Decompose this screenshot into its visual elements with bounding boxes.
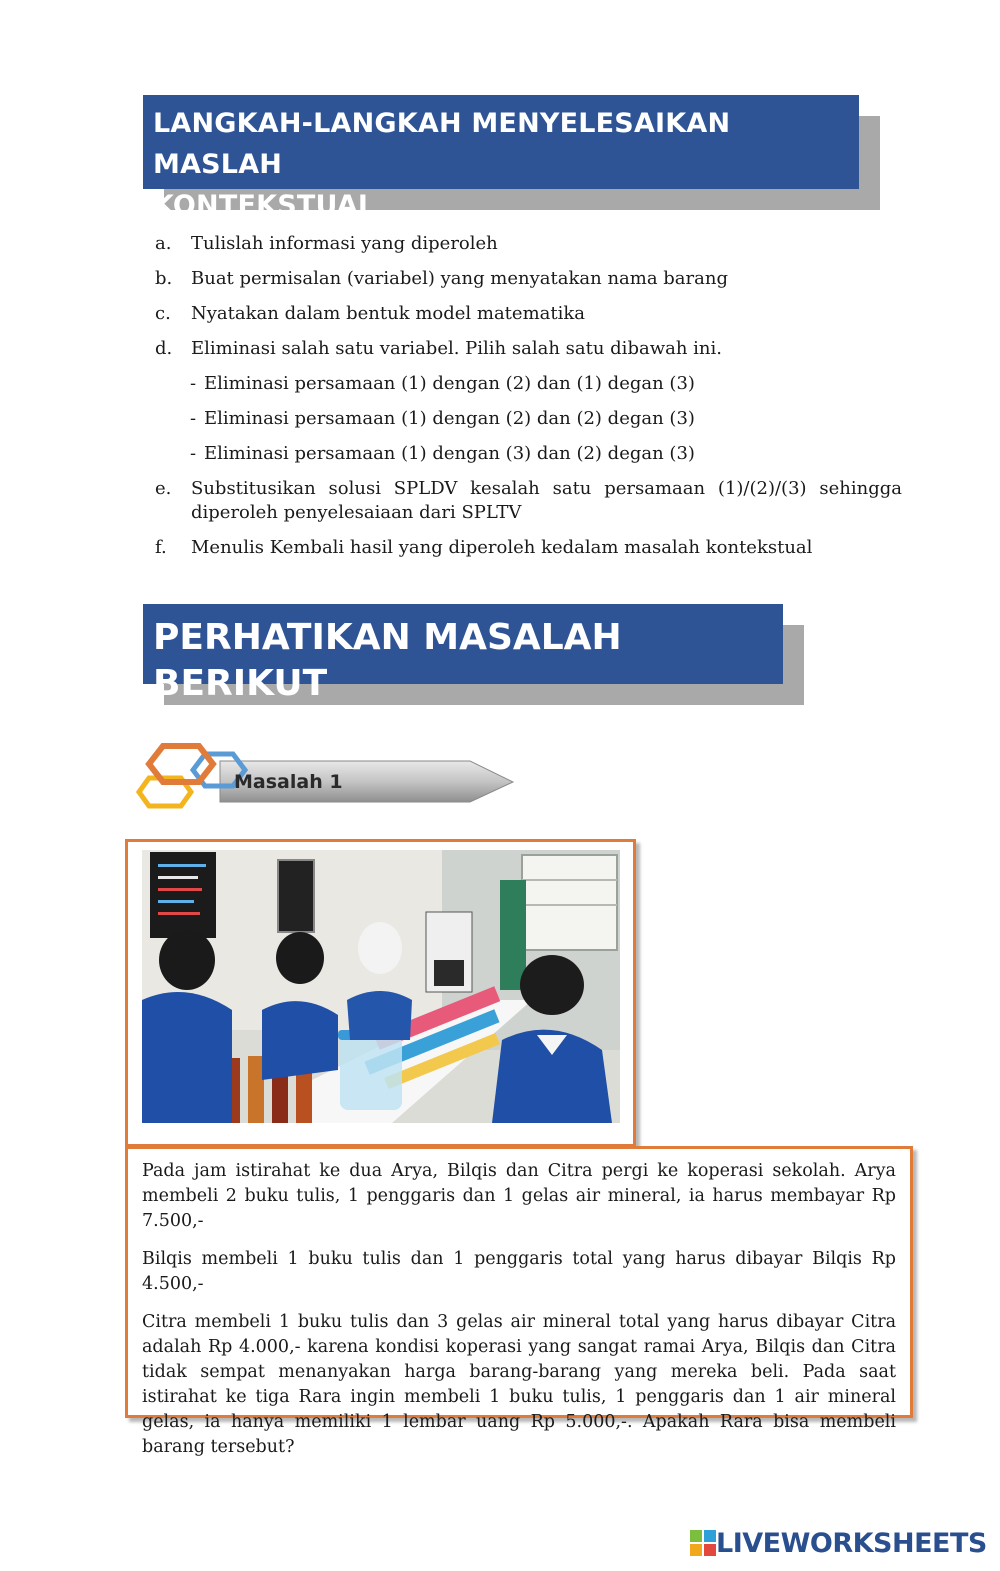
liveworksheets-logo (690, 1526, 987, 1560)
sub-option-item (155, 372, 902, 396)
problem-box (125, 1146, 913, 1457)
step-text: Buat permisalan (variabel) yang menyatakan nama barang (191, 268, 728, 289)
steps-list (155, 232, 902, 571)
sub-option-text: Eliminasi persamaan (1) dengan (2) dan (1) degan (3) (204, 373, 695, 394)
sub-option-text: Eliminasi persamaan (1) dengan (2) dan (2) degan (3) (204, 408, 695, 429)
problem-text (142, 1159, 896, 1473)
step-label: d. (155, 338, 173, 359)
step-label: c. (155, 303, 171, 324)
step-text: Nyatakan dalam bentuk model matematika (191, 303, 585, 324)
section1-title (153, 103, 859, 226)
problem-paragraph: Bilqis membeli 1 buku tulis dan 1 penggaris total yang harus dibayar Bilqis Rp 4.500,- (142, 1249, 896, 1294)
step-label: a. (155, 233, 172, 254)
step-text: Tulislah informasi yang diperoleh (191, 233, 498, 254)
problem-paragraph: Pada jam istirahat ke dua Arya, Bilqis dan Citra pergi ke koperasi sekolah. Arya membeli 2 buku tulis, 1 penggaris dan 1 gelas air mineral, ia harus membayar Rp 7.500,- (142, 1161, 896, 1231)
section1-banner (143, 95, 859, 221)
step-item (155, 232, 902, 256)
step-item (155, 302, 902, 326)
sub-option-dash: - (190, 443, 197, 464)
step-label: e. (155, 478, 172, 499)
step-label: b. (155, 268, 173, 289)
section2-banner (143, 604, 783, 704)
sub-option-dash: - (190, 408, 197, 429)
sub-option-text: Eliminasi persamaan (1) dengan (3) dan (2) degan (3) (204, 443, 695, 464)
liveworksheets-logo-icon (690, 1530, 716, 1556)
liveworksheets-logo-text: LIVEWORKSHEETS (716, 1527, 987, 1559)
step-item (155, 267, 902, 291)
photo-frame (125, 839, 636, 1147)
step-item (155, 536, 902, 560)
masalah-label: Masalah 1 (234, 771, 343, 793)
step-item (155, 477, 902, 525)
sub-option-item (155, 442, 902, 466)
step-text: Eliminasi salah satu variabel. Pilih salah satu dibawah ini. (191, 338, 722, 359)
sub-option-item (155, 407, 902, 431)
section1-title-line2: KONTEKSTUAL (153, 190, 376, 221)
step-text: Substitusikan solusi SPLDV kesalah satu persamaan (1)/(2)/(3) sehingga diperoleh penyelesaiaan dari SPLTV (191, 478, 902, 523)
school-shop-photo (142, 850, 620, 1123)
problem-paragraph: Citra membeli 1 buku tulis dan 3 gelas air mineral total yang harus dibayar Citra adalah Rp 4.000,- karena kondisi koperasi yang sangat ramai Arya, Bilqis dan Citra tidak sempat menanyakan harga barang-barang yang mereka beli. Pada saat istirahat ke tiga Rara ingin membeli 1 buku tulis, 1 penggaris dan 1 air mineral gelas, ia hanya memiliki 1 lembar uang Rp 5.000,-. Apakah Rara bisa membeli barang tersebut? (142, 1312, 896, 1457)
step-item (155, 337, 902, 361)
step-label: f. (155, 537, 167, 558)
section2-title: PERHATIKAN MASALAH BERIKUT (153, 617, 622, 704)
step-text: Menulis Kembali hasil yang diperoleh kedalam masalah kontekstual (191, 537, 813, 558)
sub-option-dash: - (190, 373, 197, 394)
section1-title-line1: LANGKAH-LANGKAH MENYELESAIKAN MASLAH (153, 108, 731, 180)
